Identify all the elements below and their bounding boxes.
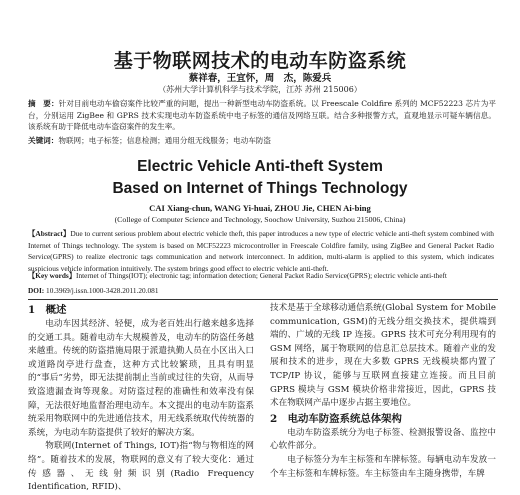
doi-label: DOI:	[28, 286, 45, 295]
abstract-cn	[28, 98, 496, 133]
keywords-cn-text: 物联网；电子标签；信息检测；通用分组无线服务；电动车防盗	[58, 136, 271, 145]
keywords-cn	[28, 135, 496, 146]
keywords-en-text: Internet of Things(IOT); electronic tag; information detection; General Packet Radio Service(GPRS); electric vehicle anti-theft	[76, 271, 447, 280]
body-column-right	[270, 302, 496, 481]
abstract-en-label: 【Abstract】	[28, 229, 71, 238]
affiliation-en: (College of Computer Science and Technology, Soochow University, Suzhou 215006, China)	[114, 215, 406, 224]
keywords-en	[28, 271, 498, 281]
abstract-cn-label: 摘 要：	[28, 99, 59, 108]
body-paragraph: 物联网(Internet of Things, IOT)指“物与物相连的网络”。随着技术的发展，物联网的意义有了较大变化：通过传感器、无线射频识别(Radio Frequency Identification, RFID)、	[28, 441, 254, 493]
paper-title-en-line1: Electric Vehicle Anti-theft System	[137, 158, 383, 175]
doi-line	[28, 286, 498, 295]
authors-cn: 蔡祥春，王宜怀，周 杰，陈爱兵	[188, 73, 332, 84]
paper-title-cn: 基于物联网技术的电动车防盗系统	[113, 50, 407, 72]
section-heading-architecture: 2 电动车防盗系统总体架构	[270, 412, 402, 425]
abstract-cn-text: 针对目前电动车偷窃案件比较严重的问题，提出一种新型电动车防盗系统。以 Freescale Coldfire 系列的 MCF52223 芯片为平台，分别运用 ZigBee 和 GPRS 技术实现电动车防盗系统中电子标签的通信及网络互联。结合多种报警方式，直观地显示可疑车辆信息。该系统有助于降低电动车盗窃案件的发生率。	[28, 99, 496, 131]
authors-en: CAI Xiang-chun, WANG Yi-huai, ZHOU Jie, CHEN Ai-bing	[149, 203, 371, 213]
body-column-left	[28, 302, 254, 495]
body-paragraph: 电动车因其经济、轻便，成为老百姓出行越来越多选择的交通工具。随着电动车大规模普及，电动车的防盗任务越来越重。传统的防盗措施局限于派遣执勤人员在小区出入口或道路岗亭进行盘查，这种方式比较繁琐，且具有明显的“事后”劣势，即无法提前制止当前或过往的失窃，从而导致盗遗漏查询等现象。对防盗过程的准确性和效率没有保障，无法很好地监督治理电动车。本文提出的电动车防盗系统采用物联网中的先进通信技术，用无线系统取代传统器的系统，为电动车防盗提供了较好的解决方案。	[28, 319, 254, 438]
body-paragraph: 技术是基于全球移动通信系统(Global System for Mobile communication, GSM)的无线分组交换技术，提供端到端的、广域的无线 IP 连接。GPRS 技术可充分利用现有的 GSM 网络，属于物联网的信息汇总层技术。随着产业的发展和技术的进步，现在大多数 GPRS 无线模块都内置了 TCP/IP 协议，能够与互联网直接建立连接。而且目前 GPRS 模块与 GSM 模块价格非常接近，因此，GPRS 技术在物联网产品中逐步占据主要地位。	[270, 303, 496, 409]
body-paragraph: 电动车防盗系统分为电子标签、检测报警设备、监控中心软件部分。	[270, 427, 496, 452]
abstract-en-text: Due to current serious problem about electric vehicle theft, this paper introduces a new type of electric vehicle anti-theft system combined with Internet of Things technology. The system is based on MCF52223 microcontroller in Freescale Coldfire family, using ZigBee and General Packet Radio Service(GPRS) to realize electronic tags communication and network interconnect. In addition, multi-alarm is applied to this system, which indicates suspicious vehicle information intuitively. The system brings good effect to electric vehicle anti-theft.	[28, 229, 494, 273]
abstract-en	[28, 228, 494, 274]
keywords-en-label: 【Key words】	[28, 271, 77, 280]
affiliation-cn: （苏州大学计算机科学与技术学院，江苏 苏州 215006）	[158, 85, 362, 94]
body-paragraph: 电子标签分为车主标签和车牌标签。每辆电动车发放一个车主标签和车牌标签。车主标签由车主随身携带，车牌	[270, 454, 496, 479]
paper-title-en-line2: Based on Internet of Things Technology	[112, 180, 408, 197]
paper-title-en	[0, 156, 520, 200]
section-divider	[28, 299, 498, 300]
doi-value: 10.3969/j.issn.1000-3428.2011.20.081	[46, 286, 159, 295]
section-heading-overview: 1 概述	[28, 304, 67, 316]
keywords-cn-label: 关键词：	[28, 136, 59, 145]
